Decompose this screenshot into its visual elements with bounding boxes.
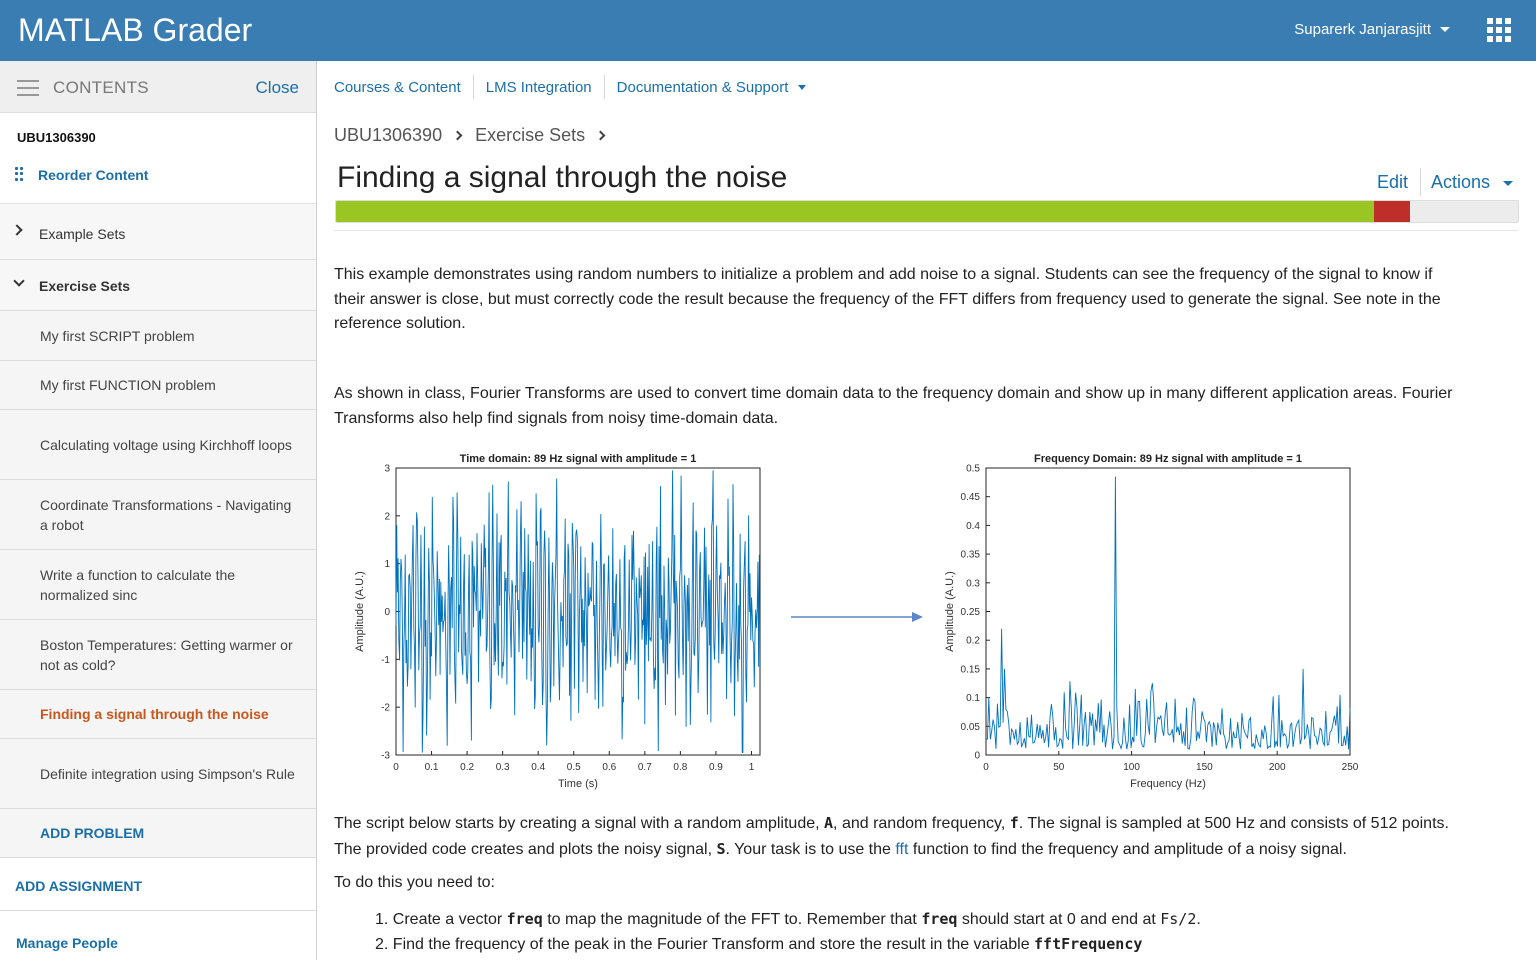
code-variable: freq	[506, 910, 543, 928]
divider	[334, 230, 1518, 231]
code-variable: S	[716, 839, 726, 858]
user-name[interactable]: Suparerk Janjarasjitt	[1294, 21, 1431, 38]
list-item: 2. Find the frequency of the peak in the Fourier Transform and store the result in the variable fftFrequency	[375, 935, 1143, 953]
x-axis-label: Time (s)	[558, 778, 598, 790]
text: , and random frequency,	[833, 815, 1010, 832]
x-tick-label: 0.9	[708, 762, 723, 773]
y-tick-label: 0.5	[966, 463, 980, 475]
x-tick-label: 1	[748, 762, 755, 773]
list-item: 1. Create a vector freq to map the magnitude of the FFT to. Remember that freq should start at 0 and end at Fs/2.	[375, 910, 1201, 928]
chevron-right-icon	[453, 131, 463, 141]
breadcrumb	[334, 125, 618, 146]
chevron-right-icon[interactable]	[11, 224, 22, 235]
code-variable: fftFrequency	[1034, 935, 1143, 953]
top-bar	[0, 0, 1536, 61]
y-tick-label: 0.4	[966, 520, 980, 532]
reorder-content-button[interactable]	[0, 161, 316, 204]
sidebar-item-active[interactable]: Finding a signal through the noise	[0, 690, 316, 739]
breadcrumb-course[interactable]: UBU1306390	[334, 125, 443, 145]
x-tick-label: 0.6	[602, 762, 617, 773]
sidebar	[0, 61, 317, 960]
caret-down-icon[interactable]	[1440, 27, 1450, 32]
text: . Your task is to use the	[725, 840, 896, 858]
description-paragraph	[334, 811, 1454, 862]
text: . The signal is sampled at 500 Hz and consists of 512 points. The provided code creates and plots the noisy signal,	[334, 815, 1449, 858]
contents-label: CONTENTS	[53, 78, 149, 97]
close-sidebar-button[interactable]: Close	[255, 78, 299, 97]
sidebar-item[interactable]: Coordinate Transformations - Navigating a robot	[0, 480, 316, 550]
fft-doc-link[interactable]: fft	[895, 840, 909, 858]
x-tick-label: 0.3	[495, 762, 510, 773]
text: should start at 0 and end at	[957, 911, 1161, 928]
x-tick-label: 0	[983, 762, 989, 773]
caret-down-icon[interactable]	[1503, 181, 1513, 186]
reorder-content-label[interactable]: Reorder Content	[38, 167, 149, 183]
hamburger-menu-icon[interactable]	[17, 80, 39, 96]
x-tick-label: 0.5	[566, 762, 581, 773]
actions-menu-button[interactable]: Actions	[1431, 172, 1491, 192]
x-tick-label: 250	[1341, 762, 1359, 773]
sidebar-item[interactable]: Calculating voltage using Kirchhoff loops	[0, 410, 316, 480]
text: Create a vector	[392, 911, 507, 928]
code-variable: f	[1009, 814, 1019, 832]
sidebar-header	[0, 61, 316, 113]
sidebar-item[interactable]: My first FUNCTION problem	[0, 361, 316, 410]
page-title: Finding a signal through the noise	[337, 161, 788, 194]
sidebar-section-example-sets[interactable]	[0, 204, 316, 260]
apps-grid-icon[interactable]	[1487, 18, 1511, 42]
nav-documentation-support[interactable]	[617, 79, 807, 96]
drag-grip-icon	[15, 167, 23, 181]
progress-bar	[335, 200, 1519, 223]
y-tick-label: 0.2	[966, 635, 980, 647]
y-tick-label: 2	[384, 511, 390, 523]
x-tick-label: 0.1	[424, 762, 439, 773]
text: function to find the frequency and amplitude of a noisy signal.	[908, 840, 1347, 858]
y-tick-label: 0.15	[960, 664, 980, 676]
y-tick-label: 0.45	[960, 492, 980, 504]
description-paragraph: As shown in class, Fourier Transforms are used to convert time domain data to the frequency domain and show up in many different application areas. Fourier Transforms also help find signals from noisy time-domain data.	[334, 385, 1453, 427]
x-tick-label: 0.2	[460, 762, 475, 773]
exercise-sets-label[interactable]: Exercise Sets	[39, 278, 131, 294]
caret-down-icon[interactable]	[798, 85, 806, 90]
example-sets-label[interactable]: Example Sets	[39, 226, 126, 242]
text: to map the magnitude of the FFT to. Remember that	[542, 911, 922, 928]
y-tick-label: 3	[384, 463, 390, 475]
arrow-right-icon	[912, 612, 923, 622]
actions-divider	[1420, 168, 1421, 196]
code-variable: A	[824, 814, 834, 832]
x-tick-label: 100	[1123, 762, 1140, 773]
course-code: UBU1306390	[0, 113, 316, 161]
user-menu[interactable]	[1294, 21, 1450, 38]
chart-title: Frequency Domain: 89 Hz signal with amplitude = 1	[1033, 453, 1303, 465]
x-tick-label: 0.8	[673, 762, 688, 773]
sidebar-item[interactable]: Write a function to calculate the normalized sinc	[0, 550, 316, 620]
text: .	[1196, 911, 1201, 928]
y-tick-label: 0.1	[966, 693, 980, 705]
description-paragraph: To do this you need to:	[334, 874, 495, 891]
y-tick-label: 0	[384, 607, 390, 618]
y-axis-label: Amplitude (A.U.)	[944, 571, 956, 652]
nav-documentation-label[interactable]: Documentation & Support	[616, 78, 789, 96]
main-nav	[334, 74, 806, 100]
y-tick-label: 1	[384, 559, 390, 571]
y-tick-label: -2	[381, 702, 390, 714]
nav-divider	[473, 75, 474, 99]
sidebar-item[interactable]: Boston Temperatures: Getting warmer or not as cold?	[0, 620, 316, 690]
add-problem-button[interactable]: ADD PROBLEM	[0, 809, 316, 858]
text: The script below starts by creating a signal with a random amplitude,	[334, 815, 825, 832]
x-tick-label: 200	[1268, 762, 1286, 773]
description-paragraph: This example demonstrates using random numbers to initialize a problem and add noise to a signal. Students can see the frequency of the signal to know if their answer is close, but must correctly code the result because the frequency of the FFT differs from frequency used to generate the signal. See note in the reference solution.	[334, 266, 1441, 332]
y-tick-label: -3	[381, 750, 390, 762]
y-axis-label: Amplitude (A.U.)	[354, 571, 366, 652]
y-tick-label: 0.3	[966, 578, 980, 590]
sidebar-item[interactable]: Definite integration using Simpson's Rule	[0, 739, 316, 809]
x-tick-label: 0.4	[531, 762, 546, 773]
y-tick-label: 0	[974, 750, 980, 762]
edit-button[interactable]: Edit	[1377, 172, 1409, 192]
x-tick-label: 50	[1053, 762, 1065, 773]
x-tick-label: 150	[1196, 762, 1213, 773]
chart-figure	[350, 445, 1380, 795]
x-tick-label: 0	[393, 762, 399, 773]
y-tick-label: -1	[381, 654, 390, 666]
breadcrumb-section[interactable]: Exercise Sets	[475, 125, 586, 145]
steps-list	[375, 907, 1201, 957]
x-axis-label: Frequency (Hz)	[1130, 778, 1206, 790]
plot-area	[986, 468, 1350, 755]
progress-fail-segment	[1374, 201, 1411, 222]
add-assignment-button[interactable]: ADD ASSIGNMENT	[0, 858, 316, 911]
code-expression: Fs/2	[1160, 910, 1197, 928]
nav-divider	[604, 75, 605, 99]
x-tick-label: 0.7	[637, 762, 652, 773]
y-tick-label: 0.35	[960, 549, 980, 561]
manage-people-link[interactable]: Manage People	[0, 911, 316, 960]
chevron-right-icon	[596, 131, 606, 141]
chevron-down-icon[interactable]	[13, 275, 24, 286]
nav-lms-integration[interactable]: LMS Integration	[485, 78, 592, 96]
nav-courses-content[interactable]: Courses & Content	[334, 78, 461, 96]
y-tick-label: 0.25	[960, 607, 980, 618]
code-variable: freq	[921, 910, 958, 928]
chart-title: Time domain: 89 Hz signal with amplitude = 1	[459, 453, 697, 465]
sidebar-item[interactable]: My first SCRIPT problem	[0, 311, 316, 361]
text: Find the frequency of the peak in the Fourier Transform and store the result in the variable	[392, 936, 1035, 953]
figure-time-frequency	[350, 445, 1380, 795]
app-title[interactable]: MATLAB Grader	[18, 12, 253, 48]
progress-pass-segment	[336, 201, 1374, 222]
y-tick-label: 0.05	[960, 721, 980, 733]
sidebar-section-exercise-sets[interactable]	[0, 260, 316, 311]
